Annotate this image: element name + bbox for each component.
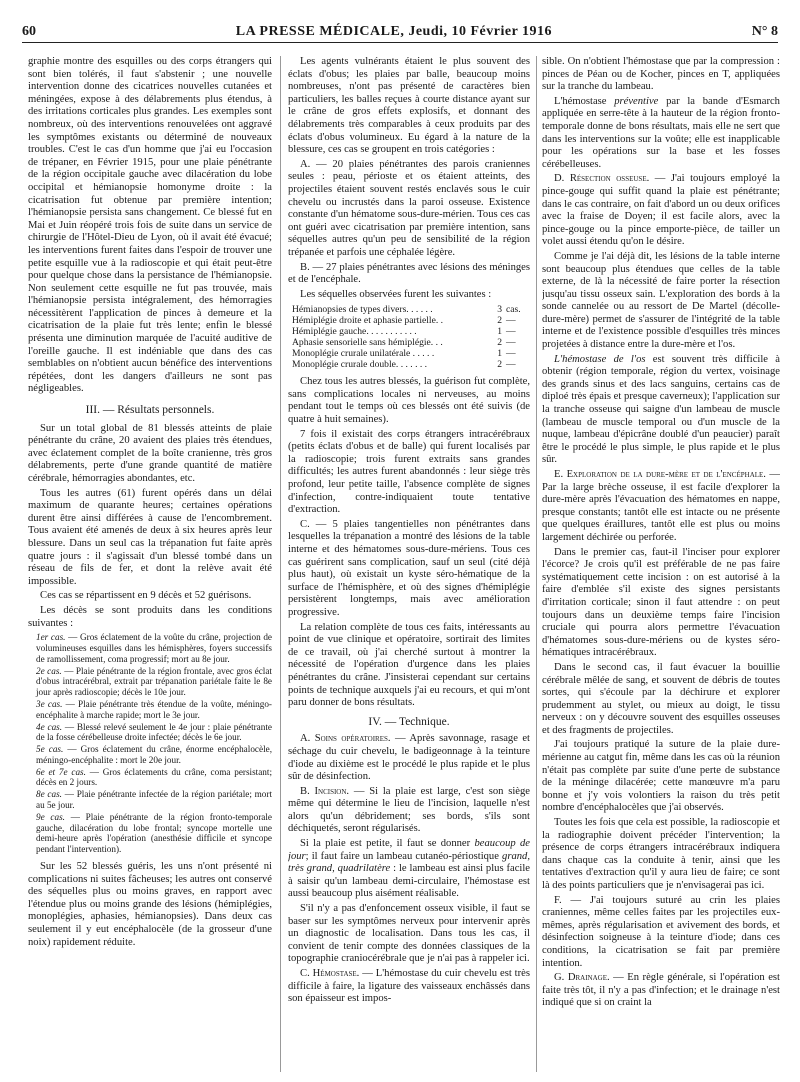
paragraph: Ces cas se répartissent en 9 décès et 52 guérisons. bbox=[40, 590, 252, 602]
paragraph: Sur les 52 blessés guéris, les uns n'ont présenté ni complications ni suites fâcheuses; les autres ont conservé des séquelles plus ou moins graves, en rapport avec l'étendue plus ou moins grande des lésions (hémiplégies, monoplégies, aphasies, hémianopsies). Dans deux cas seulement il y eut encéphalocèle (de la grosseur d'une noix) rapidement réduite. bbox=[28, 861, 272, 948]
paragraph: L'hémostase préventive par la bande d'Esmarch appliquée en serre-tête à la hauteur de la région fronto-temporale donne de bons résultats, mais elle ne sert que dans les interventions sur la voûte; elle est inapplicable pour les opérations sur la base et les fosses cérébelleuses. bbox=[542, 95, 780, 170]
paragraph: sible. On n'obtient l'hémostase que par la compression : pinces de Péan ou de Kocher, pinces en T, appliquées sur la tranche du lambeau. bbox=[542, 56, 780, 93]
case-item: 2e cas. — Plaie pénétrante de la région frontale, avec gros éclat d'obus intracérébral, extrait par trépanation pariétale faite le 8e jour après radioscopie; décès le 10e jour. bbox=[36, 665, 272, 698]
column-2 bbox=[288, 56, 530, 1082]
table-row: Monoplégie crurale double. . . . . . . 2 — bbox=[292, 359, 516, 371]
case-item: 4e cas. — Blessé relevé seulement le 4e jour : plaie pénétrante de la fosse cérébelleuse droite infectée; décès le 6e jour. bbox=[36, 721, 272, 743]
case-item: 9e cas. — Plaie pénétrante de la région fronto-temporale gauche, dilacération du lobe frontal; syncope mortelle une demi-heure après l'opération (anesthésie difficile et syncope pendant l'intervention). bbox=[36, 811, 272, 855]
case-item: 3e cas. — Plaie pénétrante très étendue de la voûte, méningo-encéphalite à marche rapide; mort le 3e jour. bbox=[36, 698, 272, 720]
paragraph: Les séquelles observées furent les suivantes : bbox=[300, 288, 492, 300]
paragraph: Si la plaie est petite, il faut se donner beaucoup de jour; il faut faire un lambeau cutanéo-périostique grand, très grand, quadrilatère : le lambeau est ainsi plus facile à saisir qu'un lambeau demi-circulaire, l'hémostase est aussi beaucoup plus aisément réalisable. bbox=[288, 838, 530, 900]
column-1 bbox=[28, 56, 272, 1082]
case-item: 8e cas. — Plaie pénétrante infectée de la région pariétale; mort au 5e jour. bbox=[36, 789, 272, 811]
paragraph: Comme je l'ai déjà dit, les lésions de la table interne sont beaucoup plus étendues que celles de la table externe, de là la nécessité de faire porter la résection jusqu'au tissu osseux sain. L'exploration des bords à la sonde cannelée ou au ressort de De Martel (décolle-dure-mère) permet de s'assurer de l'intégrité de la table interne et de l'existence possible d'esquilles très minces projetées à distance entre la dure-mère et l'os. bbox=[542, 250, 780, 351]
case-item: 1er cas. — Gros éclatement de la voûte du crâne, projection de volumineuses esquilles dans les hémisphères, foyers successifs de ramollissement, coma progressif; mort au 8e jour. bbox=[36, 632, 272, 664]
paragraph: G. Drainage. — En règle générale, si l'opération est faite très tôt, il n'y a pas d'infection; et le drainage n'est indiqué que si on craint la bbox=[542, 972, 780, 1009]
paragraph: F. — J'ai toujours suturé au crin les plaies craniennes, même celles faites par les projectiles eux-mêmes, après régularisation et avivement des bords, et désinfection soigneuse à la teinture d'iode; dans ces conditions, la cicatrisation se fait par première intention. bbox=[542, 894, 780, 969]
paragraph: 7 fois il existait des corps étrangers intracérébraux (petits éclats d'obus et de balle) qui furent localisés par la radioscopie; trois furent extraits sans grandes difficultés; les autres furent abandonnés : leur siège très profond, leur petite taille, l'absence complète de signes d'infection, contre-indiquaient toute tentative d'extraction. bbox=[288, 428, 530, 516]
paragraph: C. — 5 plaies tangentielles non pénétrantes dans lesquelles la trépanation a montré des lésions de la table interne et des hématomes sous-dure-mériens. Tous ces cas guérirent sans complication, sauf un seul (cité déjà plus haut), où existait un kyste séro-hématique de la surface de l'hémisphère, et où des signes d'hémiplégie persistèrent longtemps, mais avec amélioration progressive. bbox=[288, 518, 530, 618]
paragraph: Dans le second cas, il faut évacuer la bouillie cérébrale mêlée de sang, et souvent de débris de toutes sortes, qui s'écoule par la déchirure et explorer prudemment au stylet, ou mieux au doigt, le tissu nerveux : on y découvre souvent des esquilles osseuses et des fragments de projectiles. bbox=[542, 661, 780, 736]
page-header bbox=[22, 22, 778, 43]
paragraph: S'il n'y a pas d'enfoncement osseux visible, il faut se baser sur les symptômes nerveux pour intervenir après un diagnostic de localisation. Dans tous les cas, il convient de tenir compte des données classiques de la topographie craniocérébrale que je n'ai pas à rappeler ici. bbox=[288, 903, 530, 965]
paragraph: Chez tous les autres blessés, la guérison fut complète, sans complications locales ni nerveuses, au moins pendant tout le temps où ces blessés ont été suivis (de quatre à huit semaines). bbox=[288, 376, 530, 426]
paragraph: Les agents vulnérants étaient le plus souvent des éclats d'obus; les plaies par balle, beaucoup moins nombreuses, n'ont pas présenté de caractères bien particuliers, les balles reçues à courte distance ayant sur le crâne de gros effets explosifs, et donnant des délabrements très comparables à ceux produits par des éclats d'obus volumineux. Eu égard à la nature de la blessure, ces cas se groupent en trois catégories : bbox=[288, 56, 530, 156]
table-row: Monoplégie crurale unilatérale . . . . . 1 — bbox=[292, 348, 516, 360]
paragraph: Sur un total global de 81 blessés atteints de plaie pénétrante du crâne, 20 avaient des plaies très étendues, avec éclatement complet de la boîte cranienne, très gros délabrements, perte d'une grande quantité de matière cérébrale, hémorragies abondantes, etc. bbox=[28, 422, 272, 484]
paragraph: Tous les autres (61) furent opérés dans un délai maximum de quarante heures; certaines opérations durent être ainsi différées à cause de l'encombrement. Tous avaient été amenés de deux à six heures après leur blessure. Dans un seul cas la trépanation fut faite après quatre jours : il s'agissait d'un blessé tombé dans un réseau de fils de fer, et dont la relève avait été impossible. bbox=[28, 487, 272, 587]
section-heading: IV. — Technique. bbox=[368, 715, 450, 728]
paragraph: J'ai toujours pratiqué la suture de la plaie dure-mérienne au catgut fin, même dans les cas où la réunion n'était pas complète par suite d'une perte de substance de la méninge dilacérée; cette manœuvre m'a paru bonne et j'y vois volontiers la raison du très petit nombre d'encéphalocèles que j'ai observés. bbox=[542, 739, 780, 814]
case-item: 5e cas. — Gros éclatement du crâne, énorme encéphalocèle, méningo-encéphalite : mort le 20e jour. bbox=[36, 744, 272, 765]
paragraph: B. Incision. — Si la plaie est large, c'est son siège même qui détermine le lieu de l'incision, laquelle n'est alors qu'un débridement; ses bords, s'ils sont déchiquetés, seront régularisés. bbox=[288, 785, 530, 835]
paragraph: Toutes les fois que cela est possible, la radioscopie et la radiographie doivent précéder l'intervention; la présence de corps étrangers intracérébraux indiquera dans chaque cas la conduite à tenir, ainsi que les tentatives d'extraction qu'il y aura lieu de faire; ce sont là des points particuliers que je n'envisagerai pas ici. bbox=[542, 817, 780, 891]
paragraph: A. Soins opératoires. — Après savonnage, rasage et séchage du cuir chevelu, le badigeonnage à la teinture d'iode au dixième est le procédé le plus rapide et le plus sûr de désinfection. bbox=[288, 733, 530, 783]
section-heading: III. — Résultats personnels. bbox=[85, 404, 215, 417]
table-row: Hémianopsies de types divers. . . . . . 3 cas. bbox=[292, 304, 521, 316]
paragraph: D. Résection osseuse. — J'ai toujours employé la pince-gouge qui suffit quand la plaie est pénétrante; dans le cas contraire, on fait d'abord un ou deux orifices avec la fraise de Doyen; il est facile alors, avec la pince-gouge ou la pince emporte-pièce, de tailler un volet aussi étendu qu'on le désire. bbox=[542, 173, 780, 248]
death-cases-list bbox=[28, 632, 272, 855]
paragraph: L'hémostase de l'os est souvent très difficile à obtenir (région temporale, région du vertex, voisinage des grands sinus et des lacs sanguins, certains cas de diploé très épais et presque caverneux); l'application sur la tranche osseuse qui saigne d'un lambeau de muscle (lambeau de muscle temporal ou d'un muscle de la nuque, lambeau d'épicrâne doublé d'un peaucier) paraît être le procédé le plus simple, le plus rapide et le plus sûr. bbox=[542, 353, 780, 466]
paragraph: B. — 27 plaies pénétrantes avec lésions des méninges et de l'encéphale. bbox=[288, 261, 530, 286]
paragraph: C. Hémostase. — L'hémostase du cuir chevelu est très difficile à faire, la ligature des vaisseaux enchâssés dans son épaisseur est impos- bbox=[288, 968, 530, 1005]
paragraph: graphie montre des esquilles ou des corps étrangers qui sont bien tolérés, il faut s'abstenir ; une nouvelle intervention donne des cicatrices nouvelles cutanées et méningées, expose à des délabrements plus étendus, à des irritations corticales plus grandes. Les exemples sont nombreux, où des interventions renouvelées ont aggravé les symptômes existants ou déterminé de nouveaux troubles. C'est le cas d'un homme que j'ai eu l'occasion de trépaner, en Février 1915, pour une plaie pénétrante de la région occipitale gauche avec dilacération du lobe occipital et hémianopsie homonyme droite : la cicatrisation fut obtenue par première intention; l'hémianopsie persista sans changement. Ce blessé fut en Mai et Juin réopéré trois fois de suite dans un service de chirurgie de l'Hôtel-Dieu de Lyon, où il avait été évacué; les interventions furent faites dans l'espoir de trouver une petite esquille vue à la radioscopie et qui était peut-être pour quelque chose dans la persistance de l'hémianopsie. Non seulement cette esquille ne fut pas trouvée, mais l'hémianopsie persista intégralement, des hémorragies nécessitèrent l'application de pinces à demeure et la cicatrisation de la plaie fut très lente; enfin le blessé présenta une diminution marquée de l'acuité auditive de l'oreille gauche. Il est indéniable que dans des cas semblables on n'obtient aucun bénéfice des interventions répétées, dont les dangers d'ailleurs ne sont pas négligeables. bbox=[28, 56, 272, 395]
paragraph: Dans le premier cas, faut-il l'inciser pour explorer l'écorce? Je crois qu'il est préférable de ne pas faire systématiquement cette incision : on est autorisé à la faire d'emblée s'il existe des signes persistants d'irritation corticale; sinon il faut attendre : on peut toujours dans un deuxième temps faire l'incision cruciale qui pourra alors permettre l'évacuation d'hématomes sous-dure-mériens ou de kystes séro-hématiques intracérébraux. bbox=[542, 546, 780, 659]
sequelae-table bbox=[292, 304, 530, 370]
table-row: Hémiplégie gauche. . . . . . . . . . . 1 — bbox=[292, 326, 516, 338]
paragraph: La relation complète de tous ces faits, intéressants au point de vue clinique et opératoire, sortirait des limites de ce travail, où j'ai cherché surtout à montrer la nécessité de l'opération d'urgence dans les plaies pénétrantes du crâne. J'insisterai cependant sur certains points de technique auxquels j'ai eu recours, et qui m'ont paru donner de bons résultats. bbox=[288, 621, 530, 709]
table-row: Aphasie sensorielle sans hémiplégie. . . 2 — bbox=[292, 337, 516, 349]
page-number: 60 bbox=[22, 24, 36, 39]
issue-number: N° 8 bbox=[751, 24, 778, 39]
journal-title: LA PRESSE MÉDICALE, Jeudi, 10 Février 1916 bbox=[235, 24, 553, 39]
paragraph: E. Exploration de la dure-mère et de l'encéphale. — Par la large brèche osseuse, il est facile d'explorer la dure-mère après l'évacuation des hématomes en nappe, presque constants; tantôt elle est intacte ou ne présente que quelques éraillures, tantôt elle est plus ou moins largement déchirée ou perforée. bbox=[542, 469, 780, 543]
paragraph: A. — 20 plaies pénétrantes des parois craniennes seules : peau, périoste et os étaient atteints, des projectiles étaient souvent restés enclavés sous le cuir chevelu ou incrustés dans la paroi osseuse. Existence constante d'un hématome sous-dure-mérien. Tous ces cas ont guéri avec cicatrisation par première intention, sans séquelles autres qu'un peu de sensibilité de la région trépanée et parfois une céphalée légère. bbox=[288, 158, 530, 258]
paragraph: Les décès se sont produits dans les conditions suivantes : bbox=[28, 604, 272, 629]
column-rule bbox=[280, 56, 281, 1072]
column-rule bbox=[536, 56, 537, 1072]
column-3 bbox=[542, 56, 780, 1082]
table-row: Hémiplégie droite et aphasie partielle. . 2 — bbox=[292, 315, 516, 327]
case-item: 6e et 7e cas. — Gros éclatements du crâne, coma persistant; décès en 2 jours. bbox=[36, 766, 272, 788]
